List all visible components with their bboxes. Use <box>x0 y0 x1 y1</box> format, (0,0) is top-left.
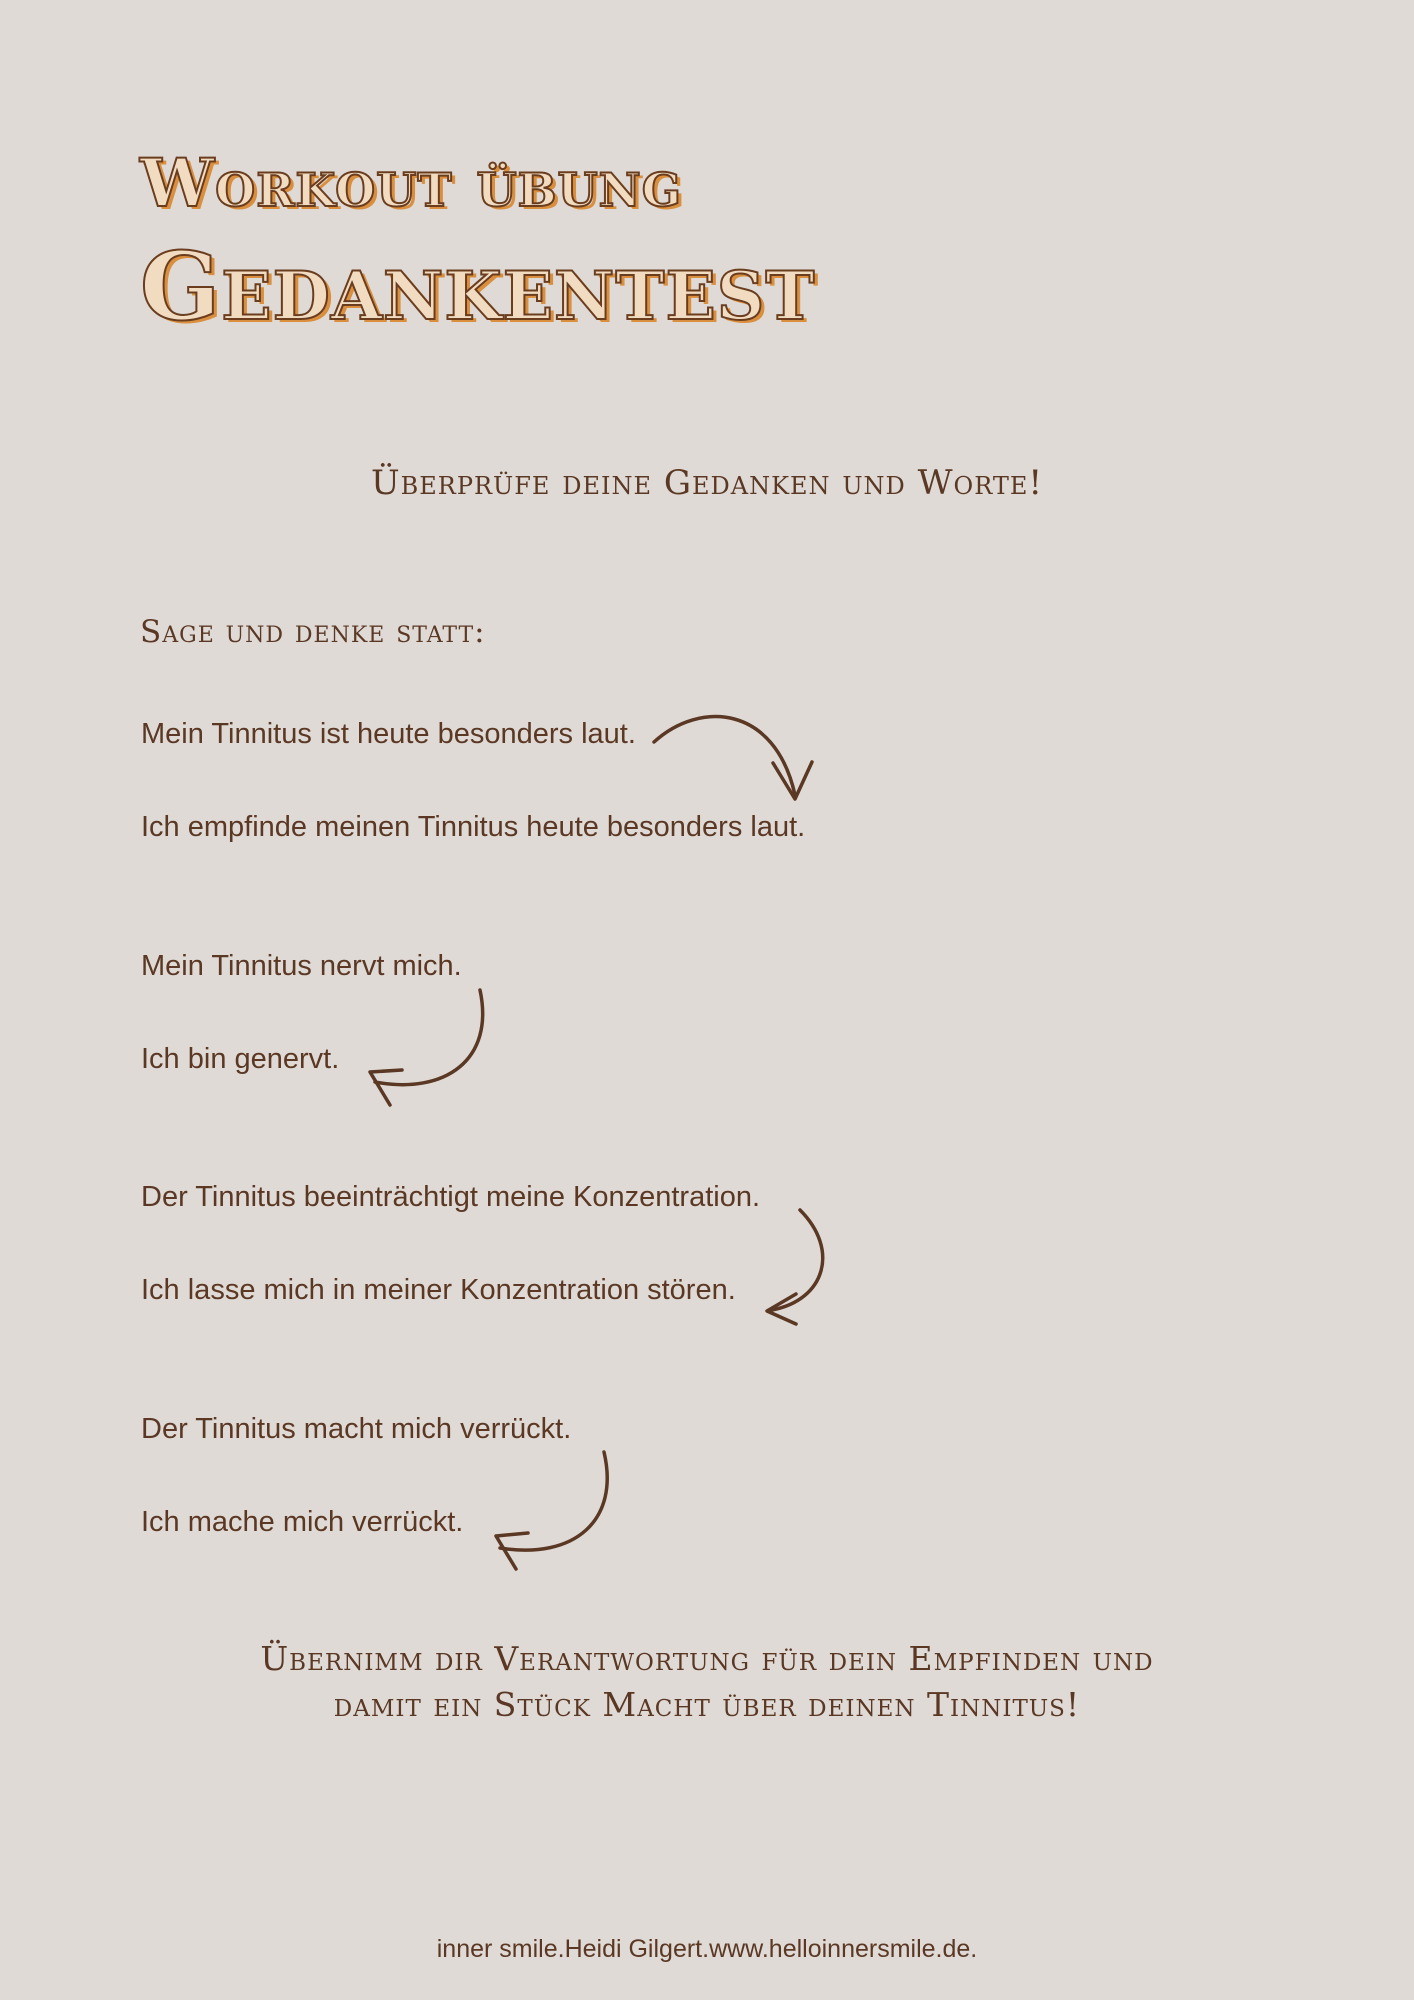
statement-after-3: Ich lasse mich in meiner Konzentration stören. <box>141 1274 736 1306</box>
statement-before-4: Der Tinnitus macht mich verrückt. <box>141 1413 572 1445</box>
statement-after-4: Ich mache mich verrückt. <box>141 1506 464 1538</box>
curved-arrow-icon <box>767 1210 823 1324</box>
footer-credit: inner smile.Heidi Gilgert.www.helloinnersmile.de. <box>436 1935 978 1963</box>
intro-heading: Sage und denke statt: <box>140 614 486 650</box>
title-line-2: Gedankentest <box>140 232 816 342</box>
closing-line-1: Übernimm dir Verantwortung für dein Empfinden und <box>260 1639 1154 1678</box>
closing-statement <box>0 1636 1414 1728</box>
curved-arrow-icon <box>654 717 812 799</box>
statement-before-2: Mein Tinnitus nervt mich. <box>141 950 462 982</box>
curved-arrow-icon <box>496 1452 607 1569</box>
statement-after-1: Ich empfinde meinen Tinnitus heute besonders laut. <box>141 811 806 843</box>
closing-line-2: damit ein Stück Macht über deinen Tinnitus! <box>333 1685 1081 1724</box>
statement-before-1: Mein Tinnitus ist heute besonders laut. <box>141 718 636 750</box>
curved-arrow-icon <box>370 990 483 1105</box>
statement-before-3: Der Tinnitus beeinträchtigt meine Konzentration. <box>141 1181 761 1213</box>
title-line-1: Workout übung <box>140 144 682 222</box>
statement-after-2: Ich bin genervt. <box>141 1043 340 1075</box>
subtitle: Überprüfe deine Gedanken und Worte! <box>370 463 1044 503</box>
